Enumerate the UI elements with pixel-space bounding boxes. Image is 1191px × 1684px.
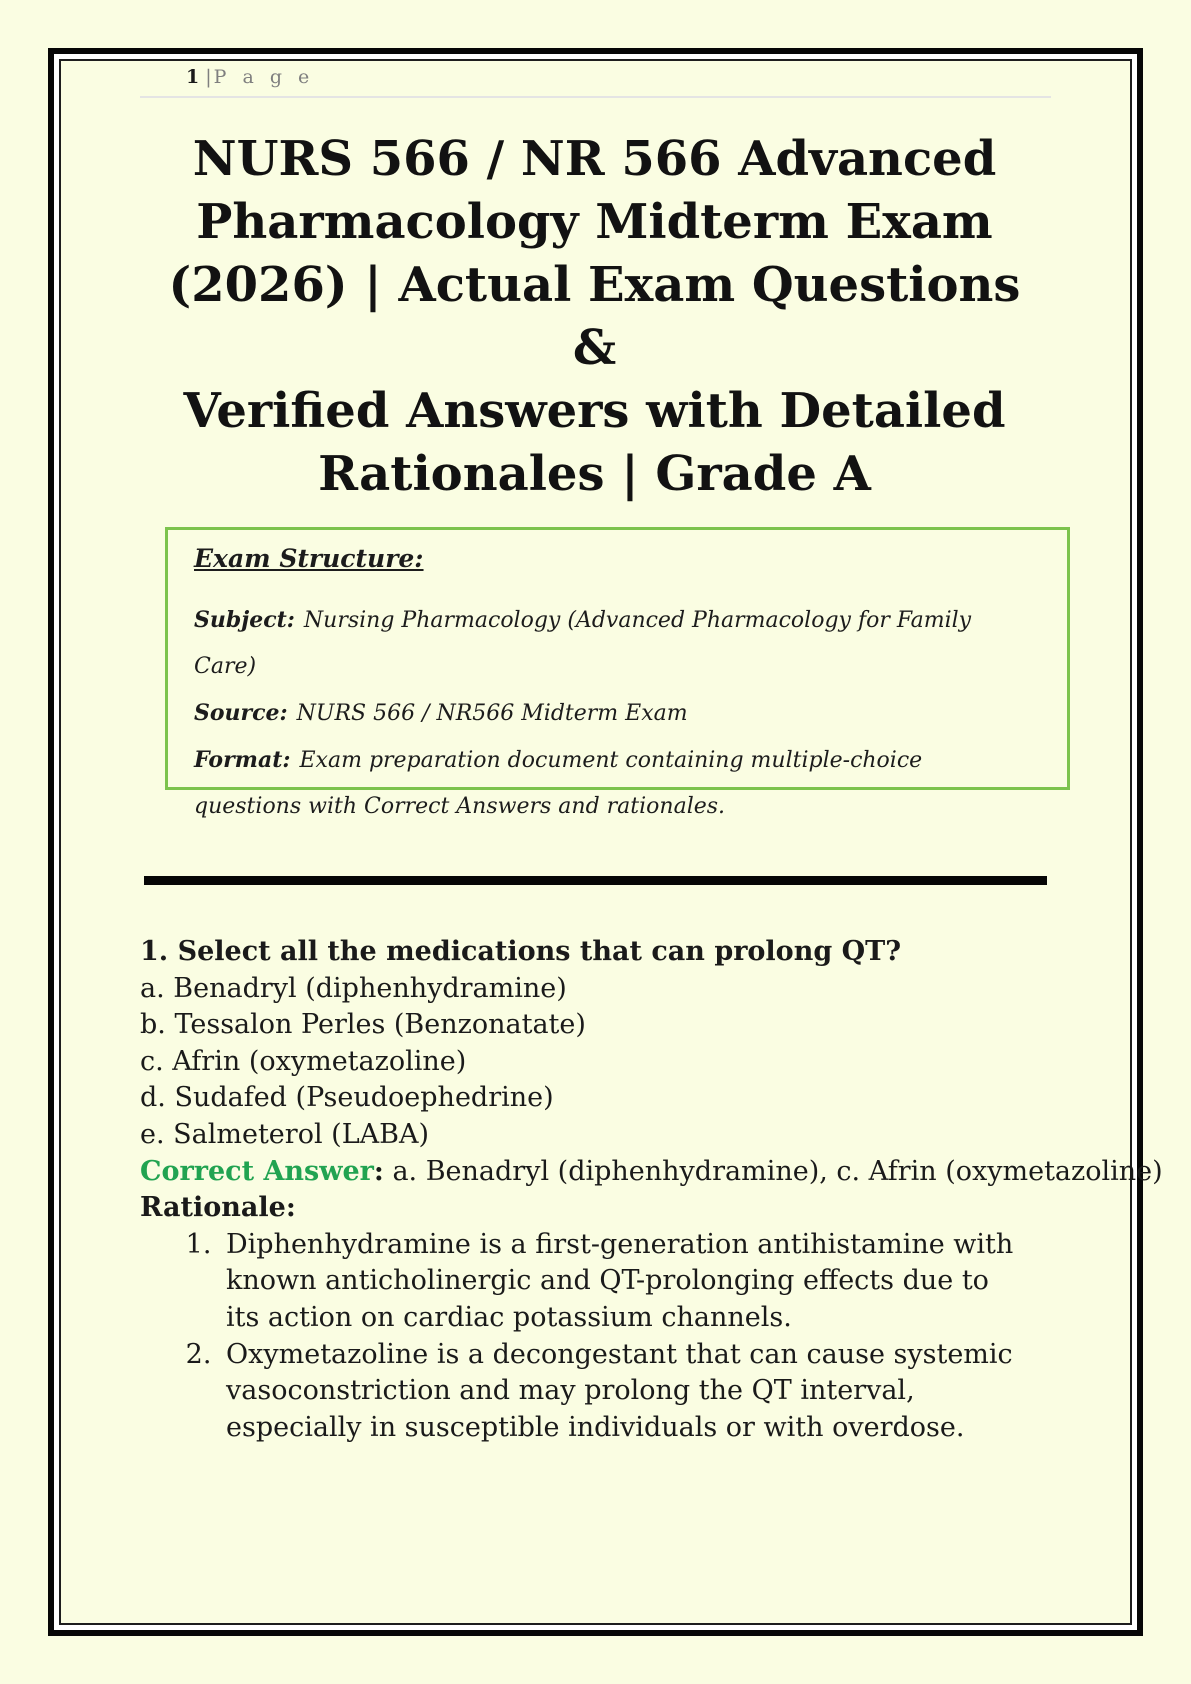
exam-field-source <box>194 690 1004 737</box>
rationale-item: 2. Oxymetazoline is a decongestant that can cause systemic vasoconstriction and may prolong the QT interval, especially in susceptible individuals or with overdose. <box>220 1337 1020 1447</box>
exam-field-label: Format: <box>194 747 291 773</box>
exam-structure-box <box>165 527 1070 819</box>
question-block <box>140 934 1163 1446</box>
correct-answer-label: Correct Answer <box>140 1155 374 1187</box>
question-option-d: d. Sudafed (Pseudoephedrine) <box>140 1082 554 1114</box>
rationale-item: 1. Diphenhydramine is a first-generation antihistamine with known anticholinergic and QT-prolonging effects due to its action on cardiac potassium channels. <box>220 1227 1020 1337</box>
title-line: Verified Answers with Detailed <box>183 383 1006 439</box>
exam-field-subject <box>194 597 1004 690</box>
header-rule <box>140 96 1051 98</box>
exam-field-format <box>194 737 1004 830</box>
document-title <box>142 128 1047 506</box>
page-header-label: P a g e <box>213 66 315 88</box>
exam-field-value: Nursing Pharmacology (Advanced Pharmacology for Family Care) <box>194 608 972 679</box>
title-line: NURS 566 / NR 566 Advanced <box>192 131 997 187</box>
exam-field-value: Exam preparation document containing multiple-choice questions with Correct Answers and rationales. <box>194 748 923 819</box>
correct-answer-text: a. Benadryl (diphenhydramine), c. Afrin (oxymetazoline) <box>392 1155 1163 1187</box>
section-divider <box>144 876 1047 885</box>
rationale-label: Rationale: <box>140 1192 296 1224</box>
correct-answer-line <box>140 1154 1163 1191</box>
exam-structure-heading: Exam Structure: <box>194 544 424 573</box>
question-option-a: a. Benadryl (diphenhydramine) <box>140 972 567 1004</box>
exam-field-label: Source: <box>194 700 288 726</box>
rationale-list <box>140 1227 1020 1447</box>
exam-field-value: NURS 566 / NR566 Midterm Exam <box>296 701 688 726</box>
question-heading: 1. Select all the medications that can prolong QT? <box>140 936 902 967</box>
title-line: (2026) | Actual Exam Questions & <box>168 257 1021 376</box>
question-option-c: c. Afrin (oxymetazoline) <box>140 1045 467 1077</box>
title-line: Rationales | Grade A <box>318 446 871 502</box>
exam-field-label: Subject: <box>194 607 295 633</box>
question-option-e: e. Salmeterol (LABA) <box>140 1118 429 1150</box>
title-line: Pharmacology Midterm Exam <box>196 194 993 250</box>
page-header <box>186 64 314 90</box>
page-number: 1 <box>186 66 200 88</box>
correct-answer-colon: : <box>373 1155 384 1187</box>
page-header-separator: | <box>205 66 212 88</box>
question-option-b: b. Tessalon Perles (Benzonatate) <box>140 1009 586 1041</box>
